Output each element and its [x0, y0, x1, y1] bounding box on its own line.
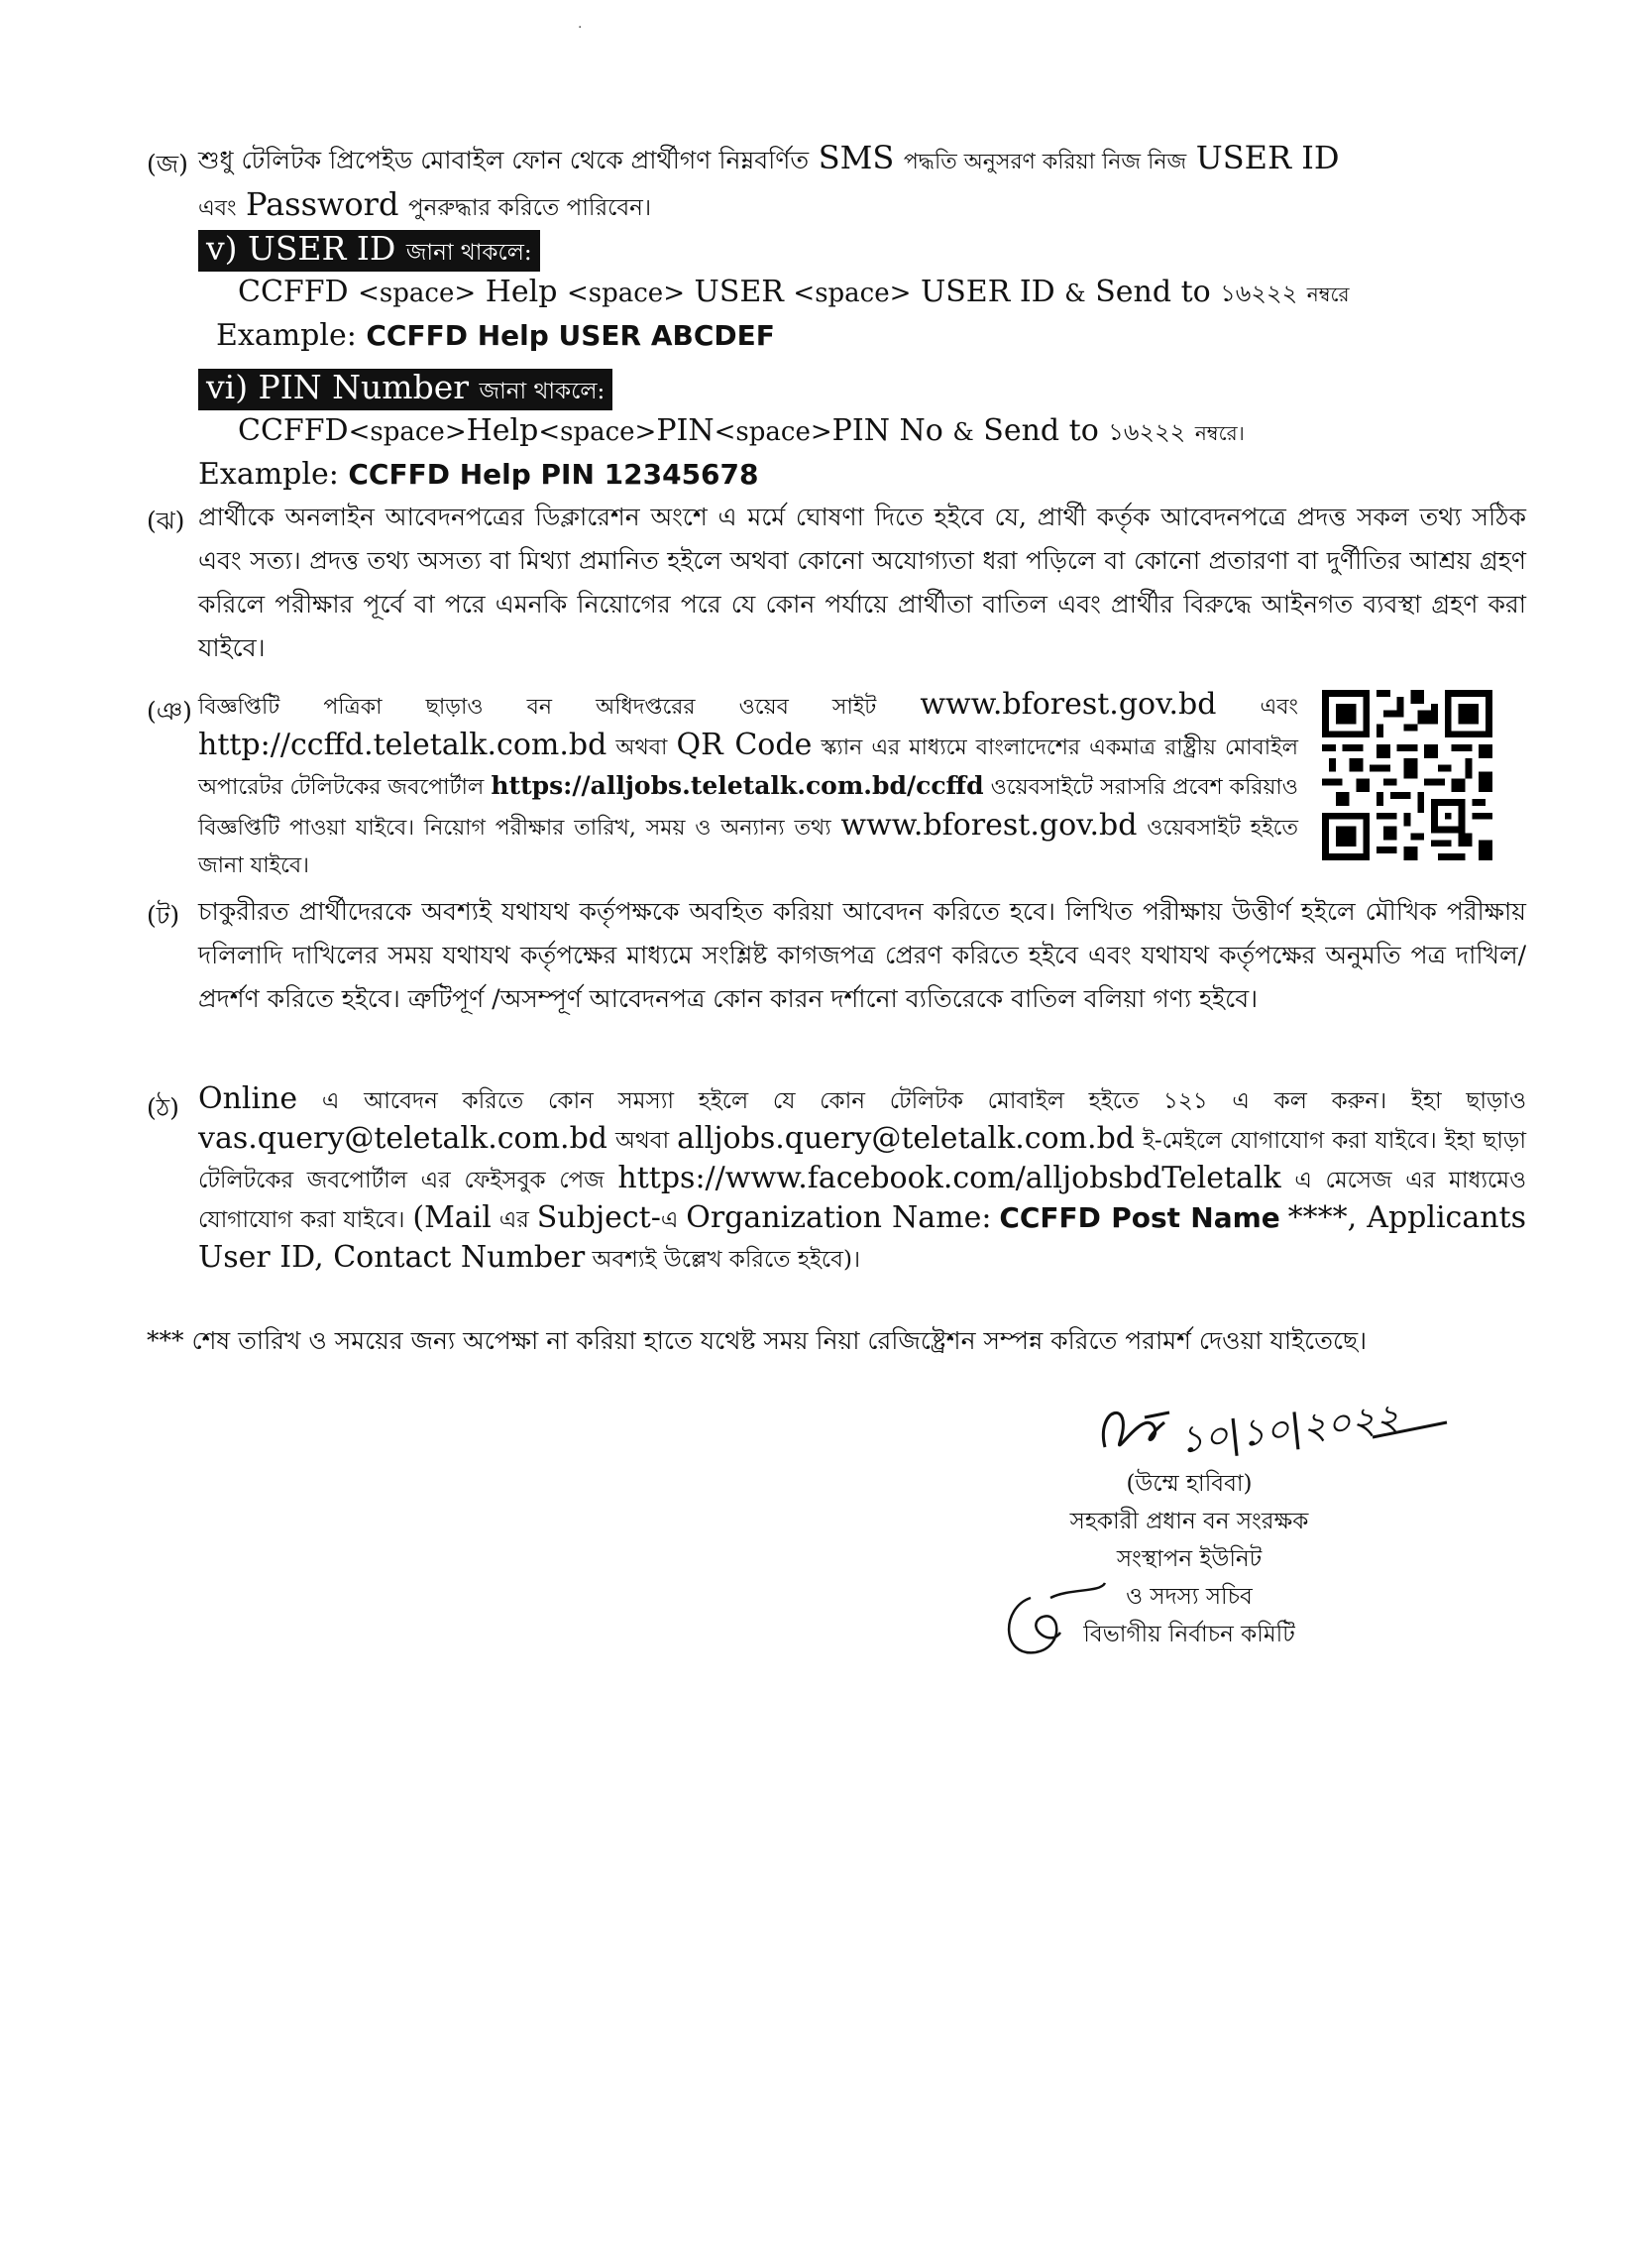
user-id-example: Example: CCFFD Help USER ABCDEF	[216, 318, 775, 353]
pin-label: vi) PIN Number জানা থাকলে:	[198, 369, 612, 410]
initials-signature-icon	[991, 1578, 1110, 1667]
item-nya-text: বিজ্ঞপ্তিটি পত্রিকা ছাড়াও বন অধিদপ্তরের ওয়েব সাইট www.bforest.gov.bd এবং http://ccffd.teletalk.com.bd অথবা QR Code স্ক্যান এর মাধ্যমে বাংলাদেশের একমাত্র রাষ্ট্রীয় মোবাইল অপারেটর টেলিটকের জবপোর্টাল https://alljobs.teletalk.com.bd/ccffd ওয়েবসাইটে সরাসরি প্রবেশ করিয়াও বিজ্ঞপ্তিটি পাওয়া যাইবে। নিয়োগ পরীক্ষার তারিখ, সময় ও অন্যান্য তথ্য www.bforest.gov.bd ওয়েবসাইট হইতে জানা যাইবে।	[198, 687, 1299, 878]
item-ja	[147, 137, 1526, 230]
user-id-command: CCFFD <space> Help <space> USER <space> USER ID & Send to ১৬২২২ নম্বরে	[238, 275, 1350, 309]
facebook-link[interactable]: https://www.facebook.com/alljobsbdTeletalk	[617, 1161, 1281, 1195]
user-id-label: v) USER ID জানা থাকলে:	[198, 230, 540, 272]
item-tha-text: Online এ আবেদন করিতে কোন সমস্যা হইলে যে কোন টেলিটক মোবাইল হইতে ১২১ এ কল করুন। ইহা ছাড়াও vas.query@teletalk.com.bd অথবা alljobs.query@teletalk.com.bd ই-মেইলে যোগাযোগ করা যাইবে। ইহা ছাড়া টেলিটকের জবপোর্টাল এর ফেইসবুক পেজ https://www.facebook.com/alljobsbdTeletalk এ মেসেজ এর মাধ্যমেও যোগাযোগ করা যাইবে। (Mail এর Subject-এ Organization Name: CCFFD Post Name ****, Applicants User ID, Contact Number অবশ্যই উল্লেখ করিতে হইবে)।	[198, 1081, 1527, 1275]
pin-command: CCFFD<space>Help<space>PIN<space>PIN No & Send to ১৬২২২ নম্বরে।	[238, 413, 1245, 448]
top-speck: ·	[578, 20, 583, 36]
pin-section	[198, 369, 1526, 496]
vas-email-link[interactable]: vas.query@teletalk.com.bd	[198, 1121, 607, 1156]
item-marker: (ঞ)	[147, 697, 192, 726]
item-tha	[147, 1080, 1527, 1279]
signatory-designation-1: সহকারী প্রধান বন সংরক্ষক	[1069, 1509, 1309, 1534]
item-nya	[147, 686, 1299, 885]
signatory-designation-4: বিভাগীয় নির্বাচন কমিটি	[1083, 1622, 1295, 1647]
alljobs-email-link[interactable]: alljobs.query@teletalk.com.bd	[677, 1121, 1135, 1156]
item-jha-text: প্রার্থীকে অনলাইন আবেদনপত্রের ডিক্লারেশন অংশে এ মর্মে ঘোষণা দিতে হইবে যে, প্রার্থী কর্তৃক আবেদনপত্রে প্রদত্ত সকল তথ্য সঠিক এবং সত্য। প্রদত্ত তথ্য অসত্য বা মিথ্যা প্রমানিত হইলে অথবা কোনো অযোগ্যতা ধরা পড়িলে বা কোনো প্রতারণা বা দুর্ণীতির আশ্রয় গ্রহণ করিলে পরীক্ষার পূর্বে বা পরে এমনকি নিয়োগের পরে যে কোন পর্যায়ে প্রার্থীতা বাতিল এবং প্রার্থীর বিরুদ্ধে আইনগত ব্যবস্থা গ্রহণ করা যাইবে।	[198, 503, 1526, 662]
footnote: *** শেষ তারিখ ও সময়ের জন্য অপেক্ষা না করিয়া হাতে যথেষ্ট সময় নিয়া রেজিষ্ট্রেশন সম্পন্ন করিতে পরামর্শ দেওয়া যাইতেছে।	[147, 1326, 1368, 1355]
qr-code-icon	[1322, 690, 1492, 860]
item-marker: (জ)	[147, 150, 188, 178]
signatory-designation-3: ও সদস্য সচিব	[1126, 1584, 1253, 1610]
item-marker: (ঝ)	[147, 507, 185, 535]
item-ja-line1: শুধু টেলিটক প্রিপেইড মোবাইল ফোন থেকে প্রার্থীগণ নিম্নবর্ণিত SMS পদ্ধতি অনুসরণ করিয়া নিজ নিজ USER ID	[198, 139, 1340, 176]
item-ta	[147, 890, 1526, 1021]
item-ta-text: চাকুরীরত প্রার্থীদেরকে অবশ্যই যথাযথ কর্তৃপক্ষকে অবহিত করিয়া আবেদন করিতে হবে। লিখিত পরীক্ষায় উত্তীর্ণ হইলে মৌখিক পরীক্ষায় দলিলাদি দাখিলের সময় যথাযথ কর্তৃপক্ষের মাধ্যমে সংশ্লিষ্ট কাগজপত্র প্রেরণ করিতে হইবে এবং যথাযথ কর্তৃপক্ষের অনুমতি পত্র দাখিল/প্রদর্শণ করিতে হইবে। ত্রুটিপূর্ণ /অসম্পূর্ণ আবেদনপত্র কোন কারন দর্শানো ব্যতিরেকে বাতিল বলিয়া গণ্য হইবে।	[198, 897, 1526, 1013]
item-ja-line2: এবং Password পুনরুদ্ধার করিতে পারিবেন।	[198, 185, 652, 223]
user-id-section	[198, 230, 1526, 357]
ccffd-link[interactable]: http://ccffd.teletalk.com.bd	[198, 728, 607, 762]
signatory-name: (উম্মে হাবিবা)	[1126, 1471, 1253, 1497]
item-jha	[147, 496, 1526, 670]
signatory-designation-2: সংস্থাপন ইউনিট	[1116, 1546, 1263, 1572]
website-link[interactable]: www.bforest.gov.bd	[920, 687, 1217, 722]
signature-date: ১০|১০|২০২২	[1176, 1395, 1402, 1462]
item-marker: (ঠ)	[147, 1093, 179, 1122]
item-marker: (ট)	[147, 901, 180, 930]
website-link-2[interactable]: www.bforest.gov.bd	[840, 808, 1138, 843]
alljobs-link[interactable]: https://alljobs.teletalk.com.bd/ccffd	[491, 771, 984, 800]
pin-example: Example: CCFFD Help PIN 12345678	[198, 457, 759, 492]
